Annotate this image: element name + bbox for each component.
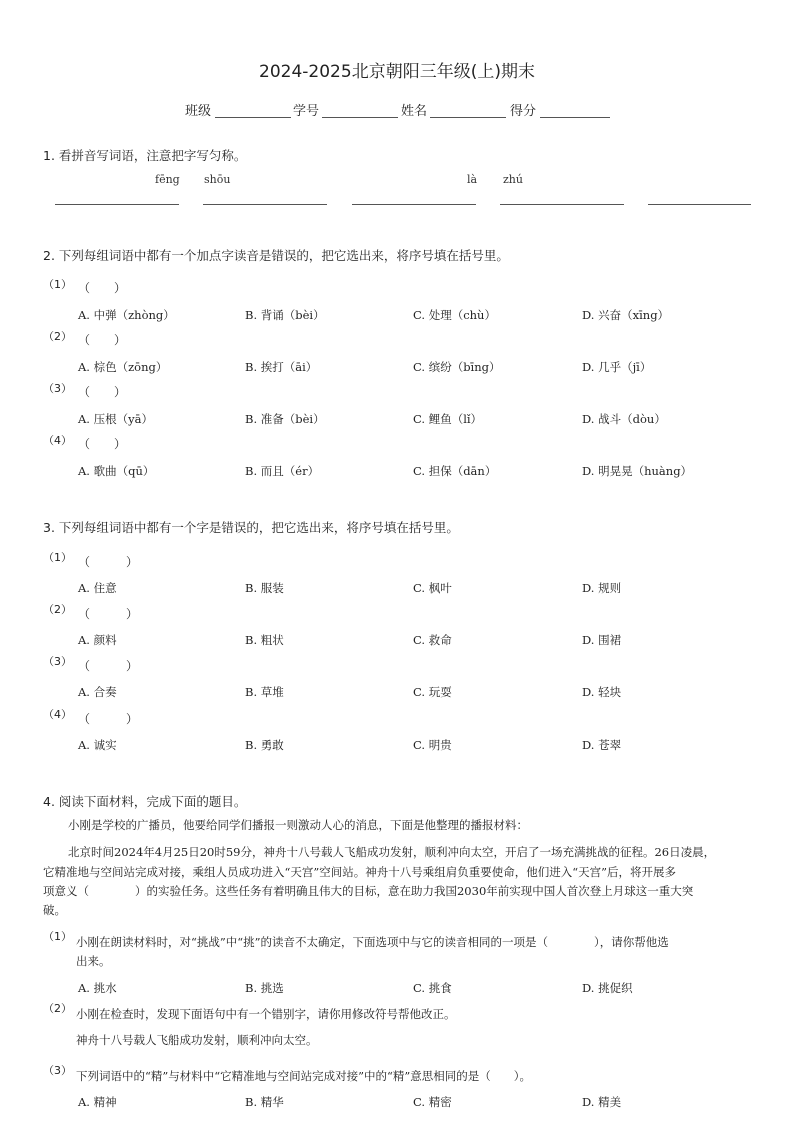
q3-option[interactable]: D. 轻块 [582,685,622,699]
answer-line-1[interactable] [55,203,179,205]
q3-answer-paren[interactable]: （ ） [78,712,139,726]
student-id-blank[interactable] [322,116,398,118]
q2-option[interactable]: C. 担保（dān） [413,464,497,478]
q2-answer-paren[interactable]: （ ） [78,385,127,399]
q2-answer-paren[interactable]: （ ） [78,333,127,347]
q3-option[interactable]: B. 粗状 [245,633,284,647]
question-4-text: 4. 阅读下面材料，完成下面的题目。 [43,794,247,809]
q4-sub-number: （1） [43,930,72,943]
q2-option[interactable]: B. 而且（ér） [245,464,320,478]
answer-line-2[interactable] [203,203,327,205]
pinyin-2: shōu [204,173,231,186]
q4-sub1-option[interactable]: A. 挑水 [78,981,117,995]
q3-option[interactable]: A. 住意 [78,581,117,595]
material-line: 它精准地与空间站完成对接，乘组人员成功进入“天宫”空间站。神舟十八号乘组肩负重要使命，他们进入“天宫”后，将开展多 [43,865,677,879]
q4-sub1-text: 小刚在朗读材料时，对“挑战”中“挑”的读音不太确定，下面选项中与它的读音相同的一项是（ ），请你帮他选 [76,935,669,949]
name-label: 姓名 [401,104,428,119]
q2-item-number: （3） [43,382,72,395]
q3-option[interactable]: C. 枫叶 [413,581,452,595]
q2-item-number: （2） [43,330,72,343]
q4-sub1-option[interactable]: D. 挑促织 [582,981,633,995]
class-label: 班级 [185,104,212,119]
q4-sub3-option[interactable]: B. 精华 [245,1095,284,1109]
q3-answer-paren[interactable]: （ ） [78,607,139,621]
q2-option[interactable]: D. 几乎（jī） [582,360,652,374]
score-blank[interactable] [540,116,610,118]
q3-item-number: （2） [43,603,72,616]
q3-option[interactable]: D. 规则 [582,581,622,595]
q2-item-number: （1） [43,278,72,291]
q2-item-number: （4） [43,434,72,447]
q2-option[interactable]: B. 挨打（āi） [245,360,318,374]
q3-option[interactable]: C. 明贵 [413,738,452,752]
pinyin-1: fēng [155,173,180,186]
q2-option[interactable]: A. 中弹（zhòng） [78,308,175,322]
q3-option[interactable]: C. 救命 [413,633,452,647]
q3-option[interactable]: B. 草堆 [245,685,284,699]
q3-option[interactable]: A. 颜料 [78,633,117,647]
q4-sub-number: （3） [43,1064,72,1077]
name-blank[interactable] [430,116,506,118]
q3-answer-paren[interactable]: （ ） [78,659,139,673]
q2-answer-paren[interactable]: （ ） [78,437,127,451]
score-label: 得分 [510,104,537,119]
question-3-text: 3. 下列每组词语中都有一个字是错误的，把它选出来，将序号填在括号里。 [43,520,459,535]
q4-sub1-option[interactable]: B. 挑选 [245,981,284,995]
answer-line-3[interactable] [352,203,476,205]
q4-sub2-sentence: 神舟十八号载人飞船成功发射，顺利冲向太空。 [76,1033,318,1047]
q4-sub-number: （2） [43,1002,72,1015]
q2-option[interactable]: A. 压根（yā） [78,412,153,426]
q3-item-number: （1） [43,551,72,564]
page-title: 2024-2025北京朝阳三年级(上)期末 [259,62,535,82]
material-line: 破。 [43,903,66,917]
q4-sub3-option[interactable]: D. 精美 [582,1095,622,1109]
material-line: 北京时间2024年4月25日20时59分，神舟十八号载人飞船成功发射，顺利冲向太空，开启了一场充满挑战的征程。26日凌晨， [68,845,716,859]
answer-line-4[interactable] [500,203,624,205]
q4-sub3-option[interactable]: C. 精密 [413,1095,452,1109]
q3-option[interactable]: B. 服装 [245,581,284,595]
q2-option[interactable]: A. 棕色（zōng） [78,360,168,374]
q3-option[interactable]: A. 诚实 [78,738,117,752]
q4-sub3-option[interactable]: A. 精神 [78,1095,117,1109]
q2-option[interactable]: D. 明晃晃（huàng） [582,464,693,478]
q4-sub3-text: 下列词语中的“精”与材料中“它精准地与空间站完成对接”中的“精”意思相同的是（ ）。 [76,1069,532,1083]
q2-option[interactable]: B. 准备（bèi） [245,412,325,426]
q2-option[interactable]: B. 背诵（bèi） [245,308,325,322]
question-1-text: 1. 看拼音写词语，注意把字写匀称。 [43,148,247,163]
material-intro: 小刚是学校的广播员，他要给同学们播报一则激动人心的消息，下面是他整理的播报材料： [68,818,528,832]
q2-option[interactable]: D. 兴奋（xīng） [582,308,670,322]
q3-item-number: （3） [43,655,72,668]
q3-option[interactable]: D. 苍翠 [582,738,622,752]
student-id-label: 学号 [293,104,320,119]
q3-option[interactable]: A. 合奏 [78,685,117,699]
q3-answer-paren[interactable]: （ ） [78,555,139,569]
q3-item-number: （4） [43,708,72,721]
q4-sub2-text: 小刚在检查时，发现下面语句中有一个错别字，请你用修改符号帮他改正。 [76,1007,456,1021]
answer-line-5[interactable] [648,203,751,205]
q2-option[interactable]: C. 处理（chù） [413,308,496,322]
q3-option[interactable]: D. 围裙 [582,633,622,647]
q4-sub1-text: 出来。 [76,954,111,968]
pinyin-4: zhú [503,173,523,186]
q3-option[interactable]: B. 勇敢 [245,738,284,752]
pinyin-3: là [467,173,478,186]
class-blank[interactable] [215,116,291,118]
q4-sub1-option[interactable]: C. 挑食 [413,981,452,995]
q2-option[interactable]: C. 鲤鱼（lǐ） [413,412,483,426]
q2-option[interactable]: A. 歌曲（qū） [78,464,155,478]
material-line: 项意义（ ）的实验任务。这些任务有着明确且伟大的目标，意在助力我国2030年前实现中国人首次登上月球这一重大突 [43,884,694,898]
q2-answer-paren[interactable]: （ ） [78,281,127,295]
q3-option[interactable]: C. 玩耍 [413,685,452,699]
question-2-text: 2. 下列每组词语中都有一个加点字读音是错误的，把它选出来，将序号填在括号里。 [43,248,509,263]
q2-option[interactable]: C. 缤纷（bīng） [413,360,501,374]
q2-option[interactable]: D. 战斗（dòu） [582,412,666,426]
